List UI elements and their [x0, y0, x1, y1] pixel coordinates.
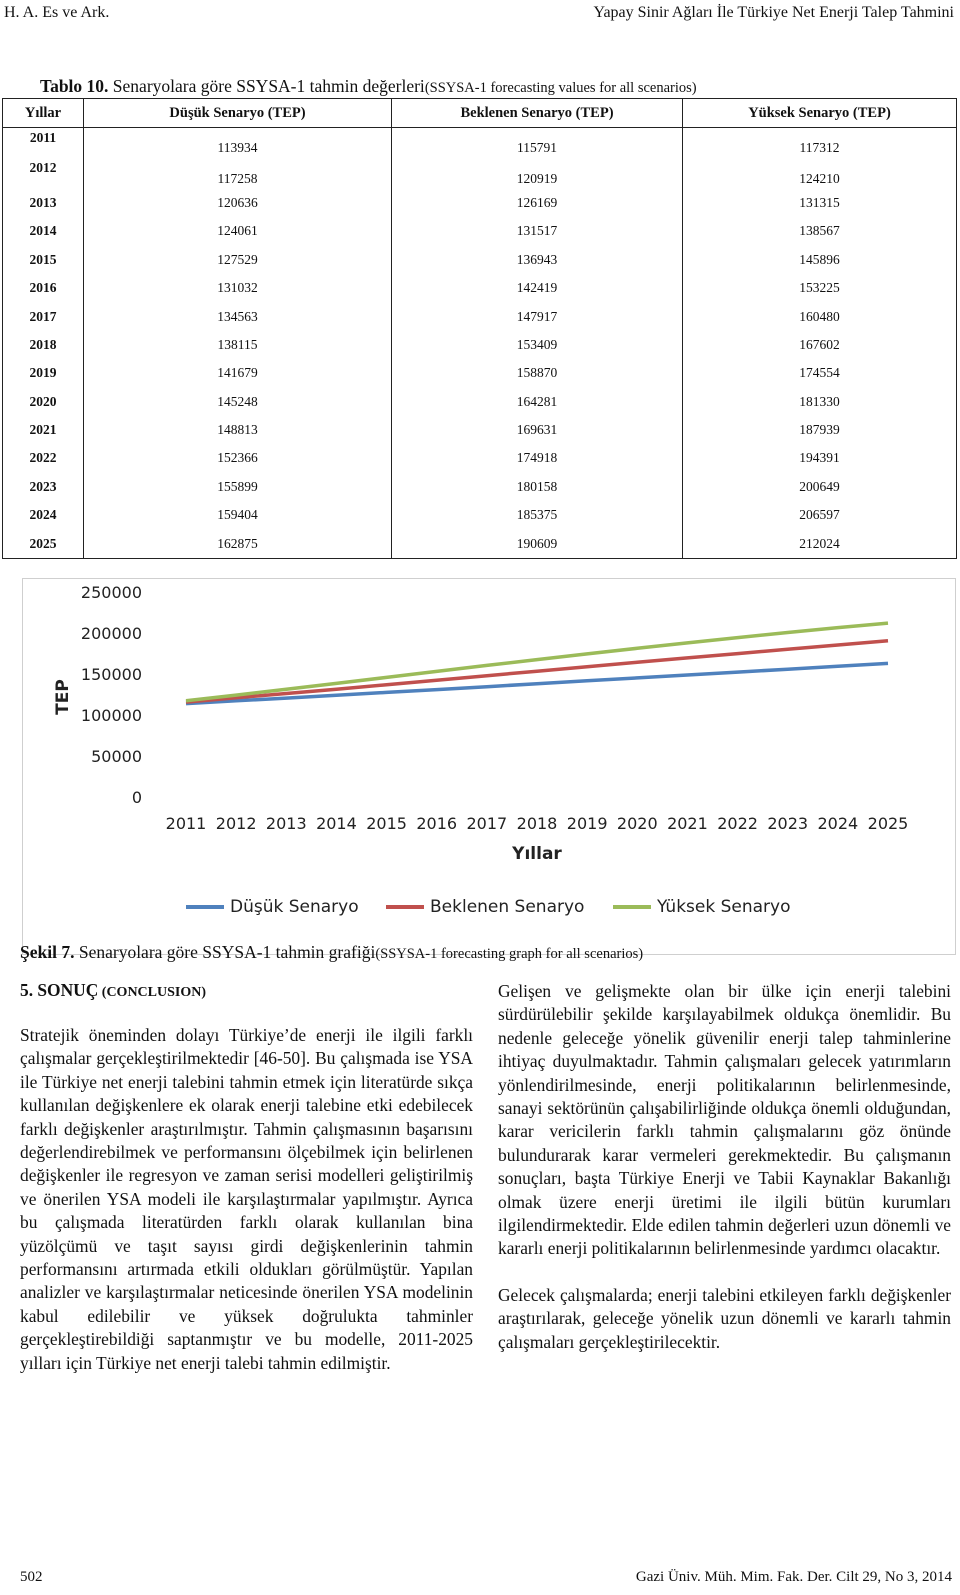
right-column: [498, 980, 951, 1354]
chart-area: [22, 578, 956, 955]
series-line-2: [186, 623, 888, 701]
x-tick-label: 2014: [316, 814, 357, 833]
year-cell: 2013: [3, 189, 84, 217]
low-scenario-cell: 120636: [84, 189, 392, 217]
x-tick-label: 2020: [616, 814, 658, 833]
x-tick-label: 2021: [667, 814, 708, 833]
year-cell: 2021: [3, 416, 84, 444]
low-scenario-cell: 124061: [84, 217, 392, 245]
journal-citation: Gazi Üniv. Müh. Mim. Fak. Der. Cilt 29, No 3, 2014: [635, 1569, 952, 1585]
high-scenario-cell: 124210: [683, 158, 957, 188]
y-tick-label: 200000: [80, 624, 142, 643]
high-scenario-cell: 167602: [683, 331, 957, 359]
figure-caption-text: Senaryolara göre SSYSA-1 tahmin grafiği: [74, 942, 376, 962]
expected-scenario-cell: 185375: [392, 501, 683, 529]
table-caption-label: Tablo 10.: [40, 76, 109, 96]
year-cell: 2023: [3, 473, 84, 501]
expected-scenario-cell: 142419: [392, 274, 683, 302]
low-scenario-cell: 127529: [84, 246, 392, 274]
year-cell: 2020: [3, 388, 84, 416]
high-scenario-cell: 117312: [683, 128, 957, 159]
x-tick-label: 2018: [516, 814, 558, 833]
table-row: [3, 302, 957, 330]
low-scenario-cell: 155899: [84, 473, 392, 501]
y-tick-label: 250000: [80, 583, 142, 602]
figure-caption: [20, 942, 643, 963]
table-row: [3, 189, 957, 217]
high-scenario-cell: 138567: [683, 217, 957, 245]
legend-label: Düşük Senaryo: [230, 897, 359, 917]
low-scenario-cell: 159404: [84, 501, 392, 529]
x-tick-label: 2019: [566, 814, 608, 833]
year-cell: 2017: [3, 302, 84, 330]
year-cell: 2012: [3, 158, 84, 188]
column-header-low: Düşük Senaryo (TEP): [84, 99, 392, 128]
y-axis-label: TEP: [53, 679, 73, 715]
high-scenario-cell: 181330: [683, 388, 957, 416]
table-header-row: [3, 99, 957, 128]
low-scenario-cell: 134563: [84, 302, 392, 330]
year-cell: 2015: [3, 246, 84, 274]
table-row: [3, 416, 957, 444]
high-scenario-cell: 174554: [683, 359, 957, 387]
series-line-0: [186, 663, 888, 703]
year-cell: 2018: [3, 331, 84, 359]
forecast-table: [2, 98, 957, 559]
figure-caption-label: Şekil 7.: [20, 942, 75, 962]
expected-scenario-cell: 190609: [392, 529, 683, 558]
table-row: [3, 158, 957, 188]
high-scenario-cell: 212024: [683, 529, 957, 558]
expected-scenario-cell: 153409: [392, 331, 683, 359]
high-scenario-cell: 206597: [683, 501, 957, 529]
year-cell: 2024: [3, 501, 84, 529]
column-header-years: Yıllar: [3, 99, 84, 128]
expected-scenario-cell: 147917: [392, 302, 683, 330]
x-tick-label: 2017: [466, 814, 508, 833]
y-tick-label: 150000: [80, 665, 142, 684]
series-line-1: [186, 641, 888, 702]
table-row: [3, 274, 957, 302]
figure-caption-english: (SSYSA-1 forecasting graph for all scenarios): [375, 946, 644, 962]
chart-legend: [186, 897, 791, 917]
section-heading-english: (CONCLUSION): [98, 985, 207, 1000]
expected-scenario-cell: 169631: [392, 416, 683, 444]
high-scenario-cell: 187939: [683, 416, 957, 444]
year-cell: 2011: [3, 128, 84, 159]
section-heading: [20, 980, 206, 1001]
x-tick-label: 2011: [165, 814, 207, 833]
page-number: 502: [20, 1569, 43, 1585]
expected-scenario-cell: 126169: [392, 189, 683, 217]
table-row: [3, 359, 957, 387]
x-tick-label: 2012: [215, 814, 257, 833]
x-tick-label: 2024: [817, 814, 859, 833]
low-scenario-cell: 117258: [84, 158, 392, 188]
conclusion-paragraph-right-1: Gelişen ve gelişmekte olan bir ülke için enerji talebini sürdürülebilir şekilde karşılayabilmek oldukça önemlidir. Bu nedenle geleceğe yönelik güvenilir enerji talep tahminlerine ihtiyaç duyulmaktadır. Tahmin çalışmaları gelecek yatırımların yönlendirilmesinde, enerji politikalarının belirlenmesinde, sanayi sektörünün çalışabilirliğinde oldukça önemli olduğundan, karar vericilerin farklı tahmin çalışmalarını göz önünde bulundurarak karar vermeleri gerekmektedir. Bu çalışmanın sonuçları, başta Türkiye Enerji ve Tabii Kaynaklar Bakanlığı olmak üzere enerji üretimi ile ilgili bütün kurumları ilgilendirmektedir. Elde edilen tahmin değerleri uzun dönemli ve kararlı enerji politikalarının belirlenmesinde yardımcı olacaktır.: [498, 981, 951, 1259]
low-scenario-cell: 145248: [84, 388, 392, 416]
legend-label: Yüksek Senaryo: [657, 897, 791, 917]
expected-scenario-cell: 180158: [392, 473, 683, 501]
legend-label: Beklenen Senaryo: [430, 897, 585, 917]
year-cell: 2016: [3, 274, 84, 302]
table-caption-text: Senaryolara göre SSYSA-1 tahmin değerleri: [108, 76, 425, 96]
high-scenario-cell: 153225: [683, 274, 957, 302]
expected-scenario-cell: 174918: [392, 444, 683, 472]
column-header-expected: Beklenen Senaryo (TEP): [392, 99, 683, 128]
y-tick-label: 50000: [91, 747, 142, 766]
high-scenario-cell: 160480: [683, 302, 957, 330]
year-cell: 2019: [3, 359, 84, 387]
expected-scenario-cell: 158870: [392, 359, 683, 387]
x-tick-label: 2022: [717, 814, 758, 833]
y-tick-label: 100000: [80, 706, 142, 725]
expected-scenario-cell: 136943: [392, 246, 683, 274]
x-tick-label: 2013: [265, 814, 307, 833]
x-axis-label: Yıllar: [512, 844, 562, 864]
table-row: [3, 473, 957, 501]
expected-scenario-cell: 131517: [392, 217, 683, 245]
conclusion-paragraph-left: Stratejik öneminden dolayı Türkiye’de enerji ile ilgili farklı çalışmalar gerçekleştirilmektedir [46-50]. Bu çalışmada ise YSA ile Türkiye net enerji talebini tahmin etmek için literatürde sıkça kullanılan değişkenlere ek olarak enerji talebine etki edebilecek farklı değişkenler araştırılmıştır. Tahmin çalışmasının başarısını değerlendirebilmek ve performansını ölçebilmek için belirlenen değişkenler ile regresyon ve zaman serisi modelleri geliştirilmiş ve önerilen YSA modeli ile karşılaştırmalar yapılmıştır. Ayrıca bu çalışmada literatürden farklı olarak kullanılan bina yüzölçümü ve taşıt sayısı girdi değişkenlerinin tahmin performansını artırmada etkili oldukları görülmüştür. Yapılan analizler ve karşılaştırmalar neticesinde önerilen YSA modelinin kabul edilebilir ve yüksek doğrulukta tahminler gerçekleştirebildiği saptanmıştır ve bu modelle, 2011-2025 yılları için Türkiye net enerji talebi tahmin edilmiştir.: [20, 1025, 473, 1373]
year-cell: 2025: [3, 529, 84, 558]
x-tick-label: 2016: [416, 814, 458, 833]
expected-scenario-cell: 120919: [392, 158, 683, 188]
low-scenario-cell: 131032: [84, 274, 392, 302]
y-tick-label: 0: [131, 788, 142, 807]
x-tick-label: 2025: [867, 814, 909, 833]
conclusion-paragraph-right-2: Gelecek çalışmalarda; enerji talebini etkileyen farklı değişkenler araştırılarak, geleceğe yönelik uzun dönemli ve kararlı tahmin çalışmaları gerçekleştirilecektir.: [498, 1284, 951, 1352]
section-heading-number: 5. SONUÇ: [20, 980, 99, 1000]
table-caption-english: (SSYSA-1 forecasting values for all scenarios): [424, 80, 697, 96]
high-scenario-cell: 200649: [683, 473, 957, 501]
year-cell: 2014: [3, 217, 84, 245]
expected-scenario-cell: 115791: [392, 128, 683, 159]
low-scenario-cell: 138115: [84, 331, 392, 359]
high-scenario-cell: 194391: [683, 444, 957, 472]
column-header-high: Yüksek Senaryo (TEP): [683, 99, 957, 128]
table-row: [3, 388, 957, 416]
low-scenario-cell: 141679: [84, 359, 392, 387]
table-row: [3, 331, 957, 359]
low-scenario-cell: 113934: [84, 128, 392, 159]
table-caption: [40, 76, 697, 97]
low-scenario-cell: 162875: [84, 529, 392, 558]
high-scenario-cell: 145896: [683, 246, 957, 274]
low-scenario-cell: 148813: [84, 416, 392, 444]
running-header-title: Yapay Sinir Ağları İle Türkiye Net Enerji Talep Tahmini: [593, 4, 954, 21]
table-row: [3, 501, 957, 529]
table-row: [3, 217, 957, 245]
table-row: [3, 529, 957, 558]
year-cell: 2022: [3, 444, 84, 472]
table-row: [3, 444, 957, 472]
x-tick-label: 2015: [366, 814, 407, 833]
table-body: [3, 128, 957, 559]
x-tick-label: 2023: [767, 814, 809, 833]
left-column: [20, 1024, 473, 1375]
running-header-authors: H. A. Es ve Ark.: [4, 4, 110, 21]
expected-scenario-cell: 164281: [392, 388, 683, 416]
line-chart: [23, 579, 955, 954]
table-row: [3, 246, 957, 274]
low-scenario-cell: 152366: [84, 444, 392, 472]
table-row: [3, 128, 957, 159]
high-scenario-cell: 131315: [683, 189, 957, 217]
